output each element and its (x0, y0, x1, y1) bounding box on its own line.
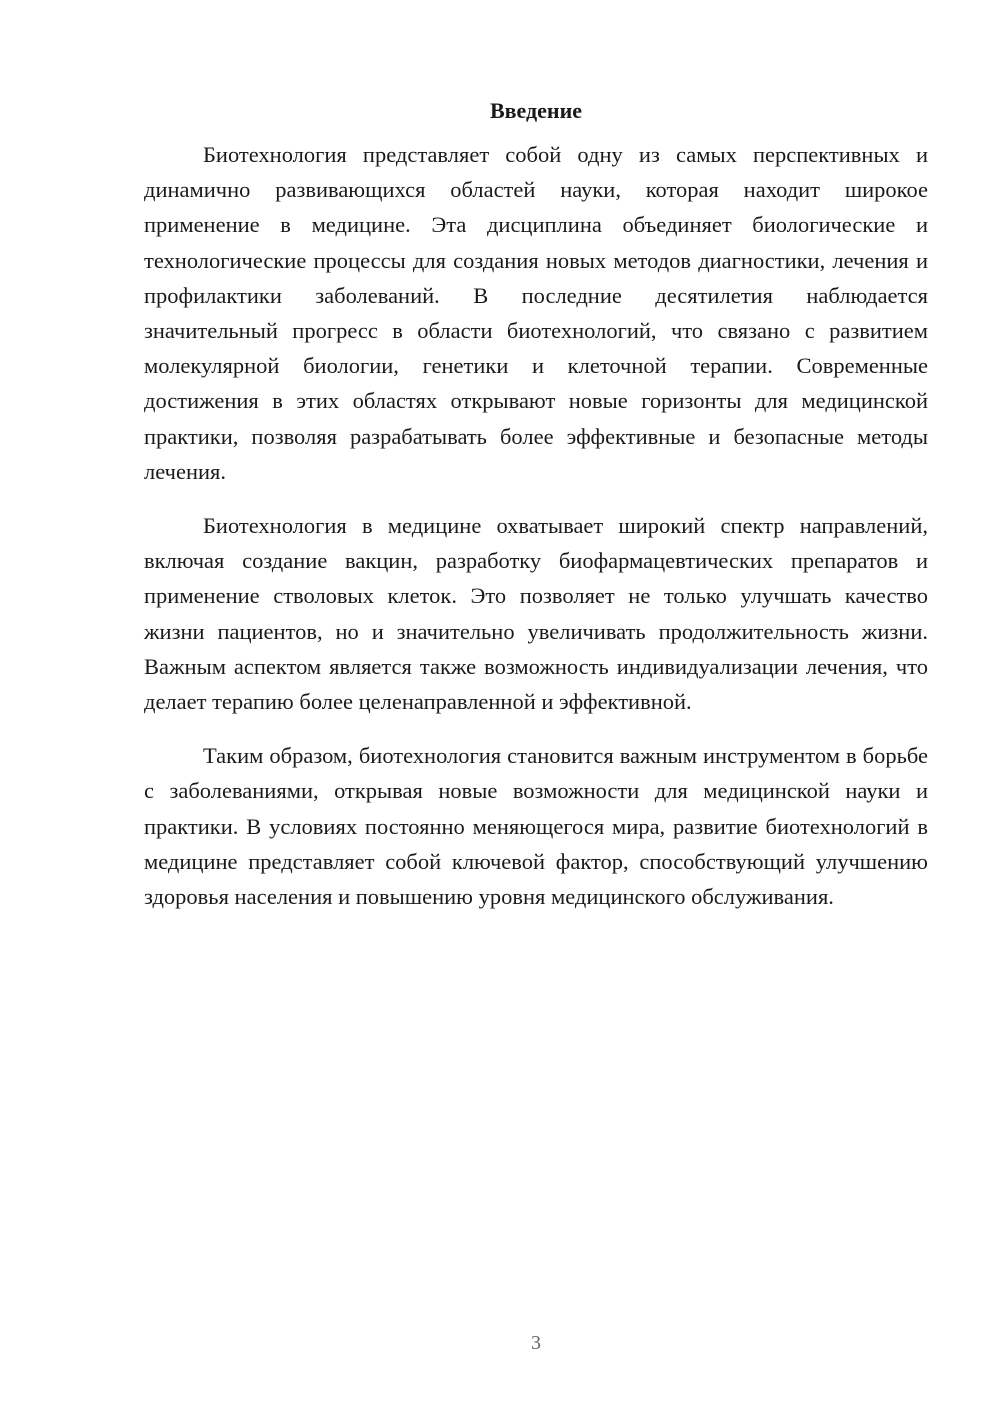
page-body (144, 96, 928, 914)
paragraph-3: Таким образом, биотехнология становится важным инструментом в борьбе с заболеваниями, открывая новые возможности для медицинской науки и практики. В условиях постоянно меняющегося мира, развитие биотехнологий в медицине представляет собой ключевой фактор, способствующий улучшению здоровья населения и повышению уровня медицинского обслуживания. (144, 743, 928, 910)
paragraph-2: Биотехнология в медицине охватывает широкий спектр направлений, включая создание вакцин, разработку биофармацевтических препаратов и применение стволовых клеток. Это позволяет не только улучшать качество жизни пациентов, но и значительно увеличивать продолжительность жизни. Важным аспектом является также возможность индивидуализации лечения, что делает терапию более целенаправленной и эффективной. (144, 513, 928, 715)
paragraph-1: Биотехнология представляет собой одну из самых перспективных и динамично развивающихся областей науки, которая находит широкое применение в медицине. Эта дисциплина объединяет биологические и технологические процессы для создания новых методов диагностики, лечения и профилактики заболеваний. В последние десятилетия наблюдается значительный прогресс в области биотехнологий, что связано с развитием молекулярной биологии, генетики и клеточной терапии. Современные достижения в этих областях открывают новые горизонты для медицинской практики, позволяя разрабатывать более эффективные и безопасные методы лечения. (144, 142, 928, 484)
section-heading: Введение (489, 98, 583, 123)
page-number: 3 (531, 1332, 541, 1354)
